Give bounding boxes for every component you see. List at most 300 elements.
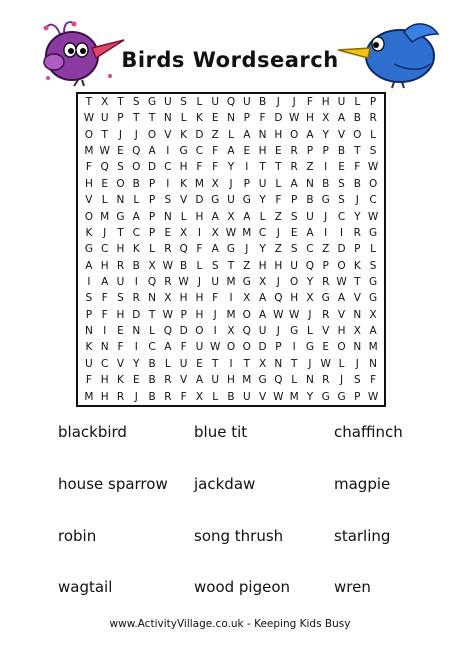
grid-letter: A [243,128,251,141]
grid-letter: G [290,325,299,338]
grid-letter: L [196,259,203,272]
grid-letter: X [353,325,361,338]
grid-letter: N [163,112,172,125]
grid-letter: I [324,161,328,174]
grid-letter: Y [354,210,361,223]
grid-letter: P [354,243,361,256]
grid-letter: B [148,390,156,403]
grid-letter: U [195,341,204,354]
grid-letter: B [132,177,140,190]
grid-letter: I [245,161,249,174]
grid-letter: N [116,194,125,207]
grid-letter: B [132,259,140,272]
grid-letter: Y [259,243,266,256]
grid-letter: P [369,95,377,108]
word-list-item: magpie [334,475,391,493]
grid-letter: H [305,112,314,125]
grid-letter: D [337,243,346,256]
grid-letter: M [100,210,110,223]
grid-letter: C [164,161,172,174]
grid-letter: Q [274,374,283,387]
grid-letter: U [290,259,298,272]
grid-letter: Y [306,390,314,403]
grid-letter: F [117,341,124,354]
grid-letter: F [196,243,203,256]
grid-letter: D [274,112,283,125]
grid-letter: P [354,390,361,403]
grid-letter: O [195,325,204,338]
grid-letter: G [84,243,93,256]
grid-letter: F [354,161,361,174]
grid-letter: A [148,145,156,158]
grid-letter: F [85,374,92,387]
grid-letter: V [180,194,188,207]
grid-letter: N [163,210,172,223]
grid-letter: O [337,259,346,272]
footer-credit: www.ActivityVillage.co.uk - Keeping Kids Busy [109,618,351,630]
grid-letter: E [322,341,330,354]
grid-letter: A [306,226,314,239]
grid-letter: D [179,325,188,338]
grid-letter: X [101,95,109,108]
grid-letter: T [148,112,156,125]
grid-letter: Z [274,210,282,223]
grid-letter: H [290,292,299,305]
grid-letter: I [292,341,296,354]
grid-letter: R [164,390,172,403]
word-list-item: song thrush [194,527,284,545]
grid-letter: U [242,95,251,108]
grid-letter: O [147,128,157,141]
grid-letter: E [338,161,345,174]
grid-letter: S [117,292,124,305]
grid-letter: R [116,390,125,403]
grid-letter: Q [163,325,172,338]
grid-letter: R [322,308,330,321]
grid-letter: B [180,259,188,272]
grid-letter: I [339,226,344,239]
grid-letter: F [306,95,313,108]
grid-letter: U [116,275,125,288]
grid-letter: R [164,275,172,288]
grid-letter: O [368,177,378,190]
grid-letter: F [101,292,108,305]
grid-letter: L [180,210,187,223]
grid-letter: O [290,275,299,288]
grid-letter: S [369,145,377,158]
grid-letter: G [369,292,378,305]
grid-letter: Z [322,243,330,256]
grid-letter: A [258,292,267,305]
grid-letter: B [306,194,314,207]
grid-letter: A [337,112,346,125]
grid-letter: M [84,390,94,403]
grid-letter: A [337,292,346,305]
grid-letter: A [164,341,172,354]
grid-letter: X [227,210,235,223]
grid-letter: N [274,357,283,370]
grid-letter: G [226,243,236,256]
grid-letter: S [353,374,361,387]
grid-letter: F [85,161,92,174]
grid-letter: L [259,210,266,223]
grid-letter: N [306,177,314,190]
grid-letter: H [258,259,267,272]
grid-letter: I [197,226,201,239]
grid-letter: T [275,161,282,174]
grid-letter: X [211,226,219,239]
grid-letter: H [195,292,204,305]
grid-letter: G [321,390,330,403]
grid-letter: Q [100,161,109,174]
grid-letter: O [290,128,299,141]
grid-letter: J [197,275,201,288]
grid-letter: E [196,357,203,370]
word-list-item: wren [334,578,371,596]
grid-letter: M [242,374,252,387]
grid-letter: L [370,128,377,141]
grid-letter: C [258,226,267,239]
grid-letter: W [210,341,221,354]
grid-letter: F [196,161,203,174]
grid-letter: P [85,308,93,321]
grid-letter: H [100,259,109,272]
grid-letter: J [276,275,280,288]
grid-letter: Y [227,161,235,174]
grid-letter: R [322,275,330,288]
grid-letter: L [338,357,345,370]
grid-letter: N [148,292,156,305]
grid-letter: Y [259,194,266,207]
grid-letter: P [117,112,124,125]
grid-letter: W [273,308,284,321]
grid-letter: Q [226,95,236,108]
grid-letter: H [116,243,125,256]
grid-letter: I [134,275,138,288]
grid-letter: U [306,210,314,223]
grid-letter: H [274,259,283,272]
word-list-item: chaffinch [334,423,403,441]
grid-letter: L [149,243,155,256]
grid-letter: M [194,177,204,190]
grid-letter: N [84,325,93,338]
grid-letter: T [354,145,361,158]
grid-letter: W [367,210,379,223]
grid-letter: U [163,95,172,108]
grid-letter: D [148,161,157,174]
grid-letter: B [227,390,235,403]
grid-letter: E [243,145,251,158]
grid-letter: O [116,177,125,190]
grid-letter: X [195,390,204,403]
grid-letter: A [195,374,203,387]
grid-letter: X [211,177,219,190]
grid-letter: O [226,341,236,354]
grid-letter: E [290,226,298,239]
grid-letter: S [85,292,93,305]
grid-letter: X [322,112,330,125]
grid-letter: P [148,177,156,190]
grid-letter: W [162,259,174,272]
grid-letter: H [337,325,346,338]
grid-letter: J [213,308,217,321]
word-list-item: jackdaw [194,475,256,493]
grid-letter: I [229,292,233,305]
grid-letter: L [180,112,187,125]
grid-letter: M [226,308,236,321]
grid-letter: F [370,374,377,387]
grid-letter: R [290,145,298,158]
grid-letter: R [369,112,377,125]
grid-letter: O [337,341,346,354]
grid-letter: R [164,243,172,256]
grid-letter: X [243,292,251,305]
grid-letter: K [85,226,93,239]
grid-letter: J [355,357,359,370]
grid-letter: U [179,357,188,370]
grid-letter: I [166,145,170,158]
grid-letter: M [226,275,236,288]
grid-letter: N [369,357,378,370]
grid-letter: I [229,357,233,370]
grid-letter: H [179,292,188,305]
grid-letter: S [338,194,345,207]
grid-letter: X [306,292,314,305]
grid-letter: N [132,325,141,338]
word-list [0,415,460,615]
grid-letter: Q [274,292,283,305]
grid-letter: O [84,210,94,223]
grid-letter: X [258,357,267,370]
grid-letter: S [117,161,124,174]
grid-letter: K [132,243,140,256]
grid-letter: U [258,177,267,190]
grid-letter: Z [243,259,251,272]
grid-letter: C [101,243,109,256]
grid-letter: R [116,259,125,272]
grid-letter: V [322,325,330,338]
grid-letter: L [307,325,313,338]
grid-letter: A [85,259,93,272]
grid-letter: M [368,341,378,354]
grid-letter: S [180,95,187,108]
grid-letter: D [132,308,141,321]
grid-letter: L [370,243,377,256]
grid-letter: F [212,145,219,158]
grid-letter: F [180,390,187,403]
grid-letter: X [180,226,188,239]
grid-letter: V [337,308,346,321]
grid-letter: C [101,357,109,370]
grid-letter: P [180,308,187,321]
grid-letter: Q [147,275,157,288]
grid-letter: R [353,226,361,239]
grid-letter: N [227,112,235,125]
grid-letter: W [367,390,379,403]
page-title: Birds Wordsearch [121,48,339,72]
grid-letter: I [213,325,217,338]
grid-letter: L [291,374,298,387]
grid-letter: U [211,275,220,288]
word-list-item: starling [334,527,391,545]
grid-letter: I [166,177,170,190]
grid-letter: E [117,325,124,338]
grid-letter: B [148,357,156,370]
grid-letter: A [227,145,235,158]
grid-letter: J [276,325,280,338]
grid-letter: I [87,275,91,288]
purple-bird-icon [38,18,130,88]
grid-letter: N [100,341,109,354]
grid-letter: S [290,210,298,223]
grid-letter: R [322,374,330,387]
grid-letter: J [355,194,359,207]
grid-letter: P [243,177,250,190]
grid-letter: V [353,292,361,305]
grid-letter: S [164,194,172,207]
grid-letter: G [337,390,346,403]
grid-letter: A [369,325,377,338]
grid-letter: B [353,112,361,125]
grid-letter: L [149,325,155,338]
grid-letter: T [243,357,250,370]
grid-letter: G [147,95,157,108]
grid-letter: E [164,226,172,239]
grid-letter: A [290,177,298,190]
grid-letter: S [369,259,377,272]
grid-letter: D [195,128,204,141]
grid-letter: U [211,374,220,387]
grid-letter: B [148,374,156,387]
grid-letter: J [308,308,312,321]
grid-letter: A [211,210,219,223]
grid-letter: W [288,112,300,125]
grid-letter: G [305,341,314,354]
grid-letter: C [195,145,204,158]
grid-letter: B [258,95,267,108]
grid-letter: J [324,210,328,223]
grid-letter: K [85,341,93,354]
grid-letter: P [322,145,329,158]
grid-letter: T [354,275,361,288]
grid-letter: V [85,194,93,207]
grid-letter: N [306,374,314,387]
word-list-item: blue tit [194,423,248,441]
grid-letter: W [367,161,379,174]
grid-letter: Z [306,161,314,174]
grid-letter: G [369,275,378,288]
grid-letter: V [180,374,188,387]
word-list-item: house sparrow [58,475,168,493]
grid-letter: H [195,308,204,321]
grid-letter: K [353,259,361,272]
grid-letter: O [353,128,362,141]
grid-letter: J [134,390,138,403]
grid-letter: W [99,145,110,158]
grid-letter: T [148,308,156,321]
grid-letter: H [195,210,204,223]
grid-letter: P [148,226,156,239]
grid-letter: T [290,357,298,370]
grid-letter: K [117,374,124,387]
grid-letter: J [118,128,123,141]
grid-letter: Z [274,243,282,256]
grid-letter: X [369,308,377,321]
grid-letter: Q [305,259,315,272]
grid-letter: U [242,390,251,403]
grid-letter: G [211,194,220,207]
grid-letter: A [243,210,251,223]
grid-letter: Z [211,128,219,141]
grid-letter: O [84,128,94,141]
grid-letter: J [103,226,107,239]
grid-letter: G [369,226,378,239]
grid-letter: A [132,210,140,223]
grid-letter: J [229,177,233,190]
grid-letter: C [369,194,377,207]
grid-letter: M [242,226,252,239]
wordsearch-grid [76,92,386,407]
grid-letter: F [259,112,266,125]
grid-letter: B [322,177,330,190]
grid-letter: L [133,194,140,207]
grid-letter: P [290,194,298,207]
grid-letter: U [100,112,109,125]
grid-letter: E [132,374,140,387]
grid-letter: L [212,390,219,403]
grid-letter: J [245,243,249,256]
grid-letter: G [242,194,251,207]
grid-letter: P [148,210,156,223]
grid-letter: J [134,128,138,141]
word-list-item: wood pigeon [194,578,291,596]
grid-letter: U [337,95,346,108]
grid-letter: F [180,341,187,354]
grid-letter: C [132,226,140,239]
grid-letter: G [321,194,330,207]
grid-letter: I [134,341,138,354]
grid-letter: P [322,259,329,272]
grid-letter: X [148,259,156,272]
grid-letter: Y [322,128,329,141]
grid-letter: L [354,95,361,108]
grid-letter: P [148,194,156,207]
grid-letter: V [337,128,346,141]
grid-letter: I [103,325,107,338]
grid-letter: D [258,341,267,354]
grid-letter: K [180,128,188,141]
grid-letter: S [338,177,345,190]
grid-letter: G [116,210,125,223]
grid-letter: P [243,112,250,125]
grid-letter: G [258,374,267,387]
grid-letter: V [258,390,267,403]
grid-letter: N [353,341,362,354]
grid-letter: A [211,243,219,256]
grid-letter: A [258,308,267,321]
grid-letter: L [196,95,203,108]
grid-letter: Q [132,145,141,158]
grid-letter: A [101,275,109,288]
grid-letter: J [308,357,312,370]
grid-letter: S [211,259,219,272]
grid-letter: N [353,308,362,321]
grid-letter: L [275,177,282,190]
grid-letter: W [288,308,300,321]
grid-letter: H [84,177,93,190]
grid-letter: D [195,194,204,207]
grid-letter: M [289,390,299,403]
